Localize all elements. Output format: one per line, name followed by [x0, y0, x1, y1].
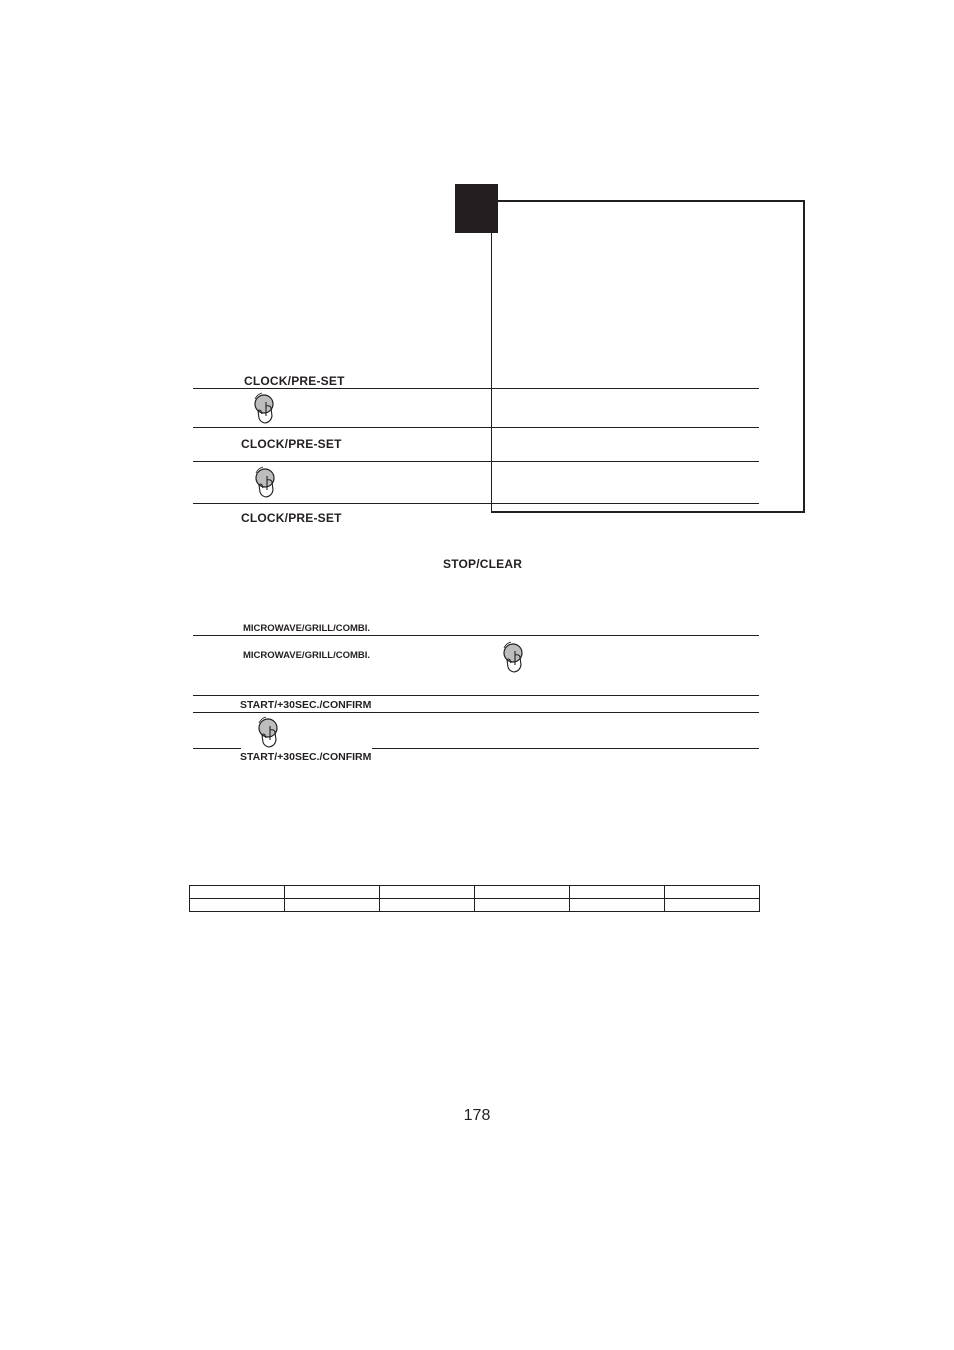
table-cell	[475, 899, 570, 912]
divider	[193, 695, 759, 696]
table-cell	[190, 886, 285, 899]
divider	[193, 748, 241, 749]
note-box	[491, 200, 805, 513]
table-cell	[665, 886, 760, 899]
clock-preset-label-1: CLOCK/PRE-SET	[244, 374, 345, 388]
start-confirm-label-2: START/+30SEC./CONFIRM	[240, 751, 372, 763]
table-cell	[285, 886, 380, 899]
table-cell	[380, 886, 475, 899]
divider	[193, 635, 759, 636]
table-cell	[475, 886, 570, 899]
page-number: 178	[463, 1107, 491, 1124]
clock-preset-label-2: CLOCK/PRE-SET	[241, 437, 342, 451]
start-confirm-label-1: START/+30SEC./CONFIRM	[240, 699, 372, 711]
table-cell	[285, 899, 380, 912]
dial-hand-icon	[251, 464, 283, 500]
dial-hand-icon	[250, 390, 282, 426]
table-row	[190, 899, 760, 912]
divider	[193, 712, 759, 713]
divider	[193, 503, 759, 504]
dial-hand-icon	[254, 714, 286, 750]
table-cell	[570, 886, 665, 899]
settings-table	[189, 885, 760, 912]
table-cell	[190, 899, 285, 912]
table-cell	[665, 899, 760, 912]
dial-hand-icon	[499, 639, 531, 675]
table-cell	[380, 899, 475, 912]
mode-label-1: MICROWAVE/GRILL/COMBI.	[243, 623, 371, 634]
clock-preset-label-3: CLOCK/PRE-SET	[241, 511, 342, 525]
divider	[193, 427, 759, 428]
divider	[193, 388, 759, 389]
stop-clear-label: STOP/CLEAR	[443, 557, 523, 571]
divider	[372, 748, 759, 749]
divider	[193, 461, 759, 462]
table-row	[190, 886, 760, 899]
mode-label-2: MICROWAVE/GRILL/COMBI.	[243, 650, 371, 661]
table-cell	[570, 899, 665, 912]
